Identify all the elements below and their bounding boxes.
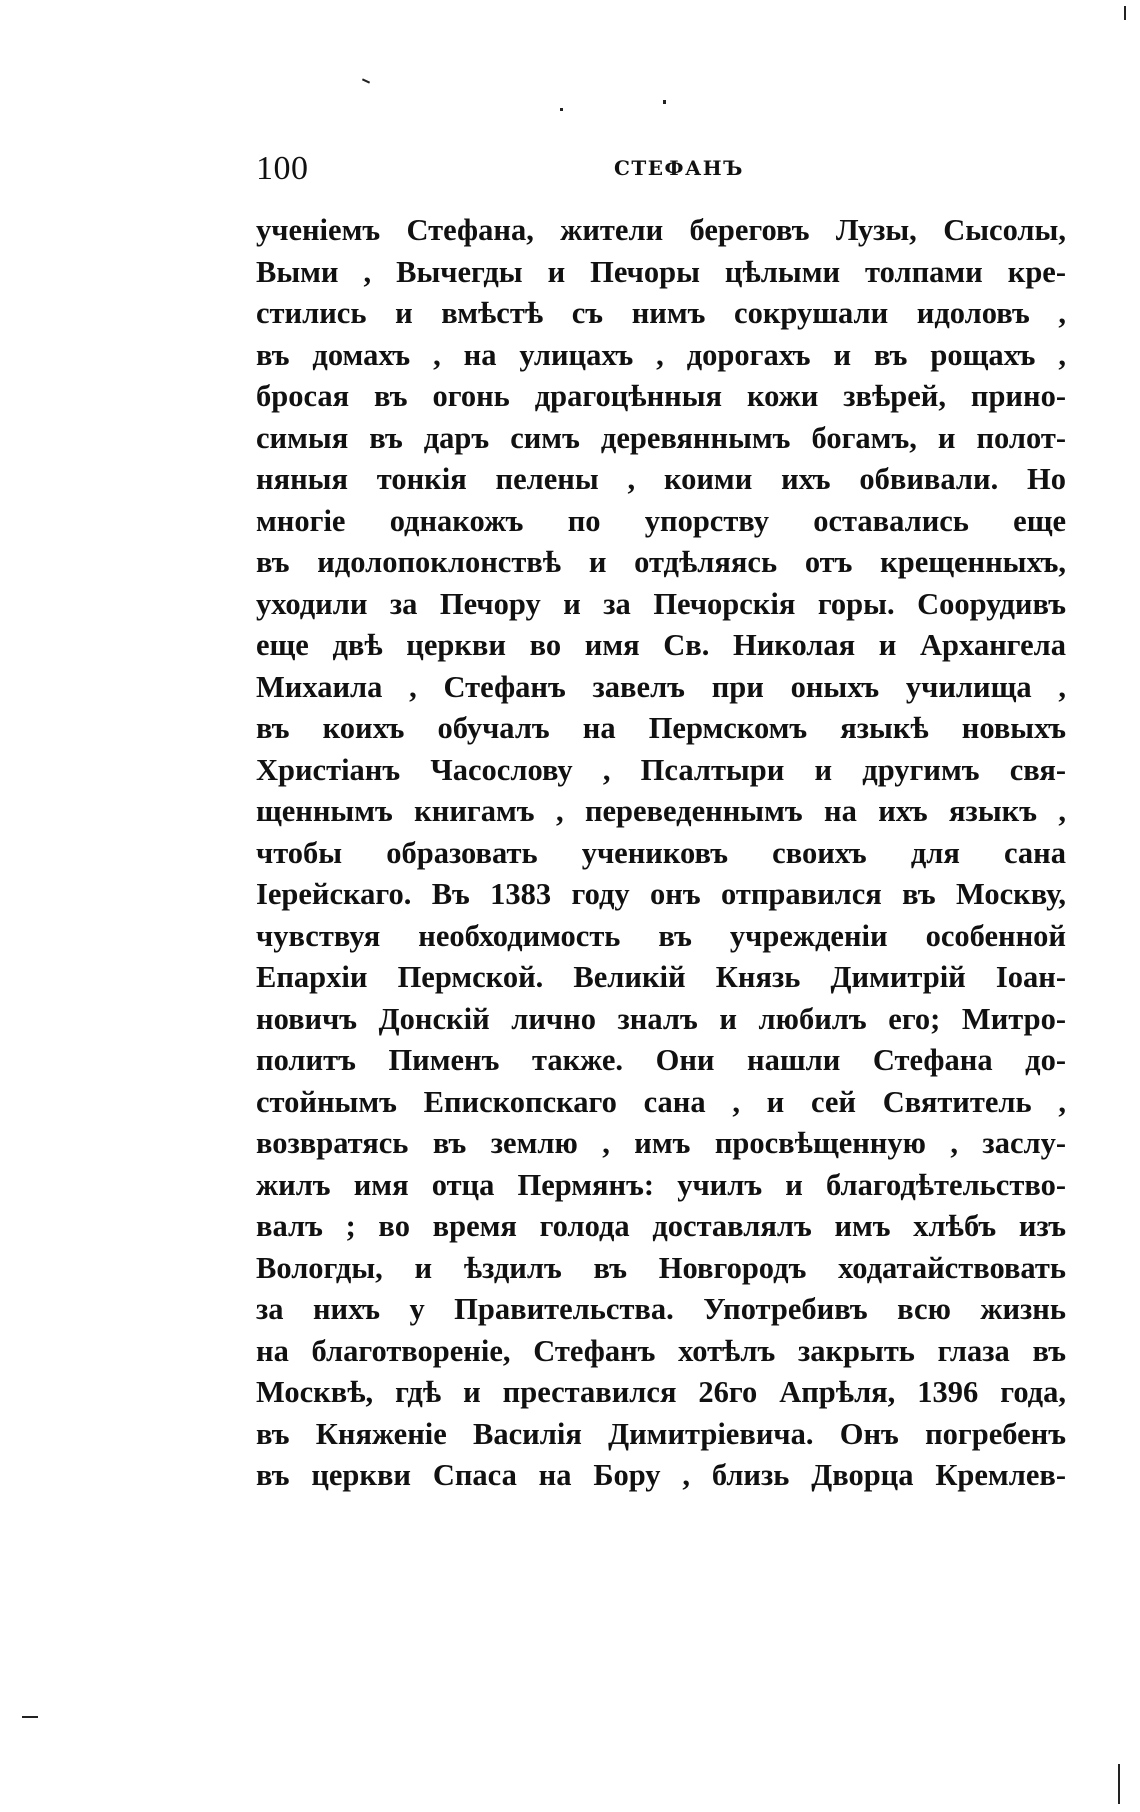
text-line: чувствуя необходимость въ учрежденіи особенной [256, 918, 1066, 953]
text-line: стойнымъ Епископскаго сана , и сей Святитель , [256, 1084, 1066, 1119]
scan-speck [22, 1716, 38, 1718]
text-line: возвратясь въ землю , имъ просвѣщенную , заслу- [256, 1126, 1066, 1160]
running-head: СТЕФАНЪ [614, 156, 744, 180]
text-line: въ Княженіе Василія Димитріевича. Онъ погребенъ [256, 1416, 1066, 1451]
text-line: щеннымъ книгамъ , переведеннымъ на ихъ языкъ , [256, 794, 1066, 828]
text-line: Вологды, и ѣздилъ въ Новгородъ ходатайствовать [256, 1250, 1066, 1285]
text-line: многіе однакожъ по упорству оставались еще [256, 503, 1066, 538]
text-line: еще двѣ церкви во имя Св. Николая и Архангела [256, 628, 1066, 662]
text-line: Москвѣ, гдѣ и преставился 26го Апрѣля, 1396 года, [256, 1375, 1066, 1409]
text-line: въ домахъ , на улицахъ , дорогахъ и въ рощахъ , [256, 337, 1066, 372]
text-line: новичъ Донскій лично зналъ и любилъ его; Митро- [256, 1001, 1066, 1036]
text-line: няныя тонкія пелены , коими ихъ обвивали. Но [256, 462, 1066, 496]
text-line: симыя въ даръ симъ деревяннымъ богамъ, и полот- [256, 420, 1066, 455]
text-line: Михаила , Стефанъ завелъ при оныхъ училища , [256, 669, 1066, 704]
scan-speck [663, 100, 666, 104]
text-line: политъ Пименъ также. Они нашли Стефана до- [256, 1043, 1066, 1077]
scan-speck [1124, 6, 1126, 20]
text-line: ученіемъ Стефана, жители береговъ Лузы, Сысолы, [256, 213, 1066, 247]
text-line: Епархіи Пермской. Великій Князь Димитрій Іоан- [256, 960, 1066, 994]
page-header [256, 146, 1066, 192]
text-line: жилъ имя отца Пермянъ: училъ и благодѣтельство- [256, 1167, 1066, 1202]
text-line: за нихъ у Правительства. Употребивъ всю жизнь [256, 1292, 1066, 1326]
text-line: валъ ; во время голода доставлялъ имъ хлѣбъ изъ [256, 1209, 1066, 1243]
scan-speck [362, 78, 370, 83]
text-line: въ церкви Спаса на Бору , близь Дворца Кремлев- [256, 1458, 1066, 1492]
body-text [256, 210, 1066, 1497]
text-line: въ идолопоклонствѣ и отдѣляясь отъ крещенныхъ, [256, 545, 1066, 579]
text-line: Христіанъ Часослову , Псалтыри и другимъ свя- [256, 752, 1066, 787]
page-number: 100 [256, 150, 309, 187]
text-line: на благотвореніе, Стефанъ хотѣлъ закрыть глаза въ [256, 1333, 1066, 1368]
text-line: бросая въ огонь драгоцѣнныя кожи звѣрей, прино- [256, 379, 1066, 413]
text-line: въ коихъ обучалъ на Пермскомъ языкѣ новыхъ [256, 711, 1066, 745]
text-line: Выми , Вычегды и Печоры цѣлыми толпами кре- [256, 254, 1066, 289]
text-line: стились и вмѣстѣ съ нимъ сокрушали идоловъ , [256, 296, 1066, 330]
text-line: уходили за Печору и за Печорскія горы. Соорудивъ [256, 586, 1066, 621]
text-line: Іерейскаго. Въ 1383 году онъ отправился въ Москву, [256, 877, 1066, 911]
text-line: чтобы образовать учениковъ своихъ для сана [256, 835, 1066, 870]
scan-speck [1118, 1764, 1120, 1804]
scan-speck [560, 108, 563, 111]
